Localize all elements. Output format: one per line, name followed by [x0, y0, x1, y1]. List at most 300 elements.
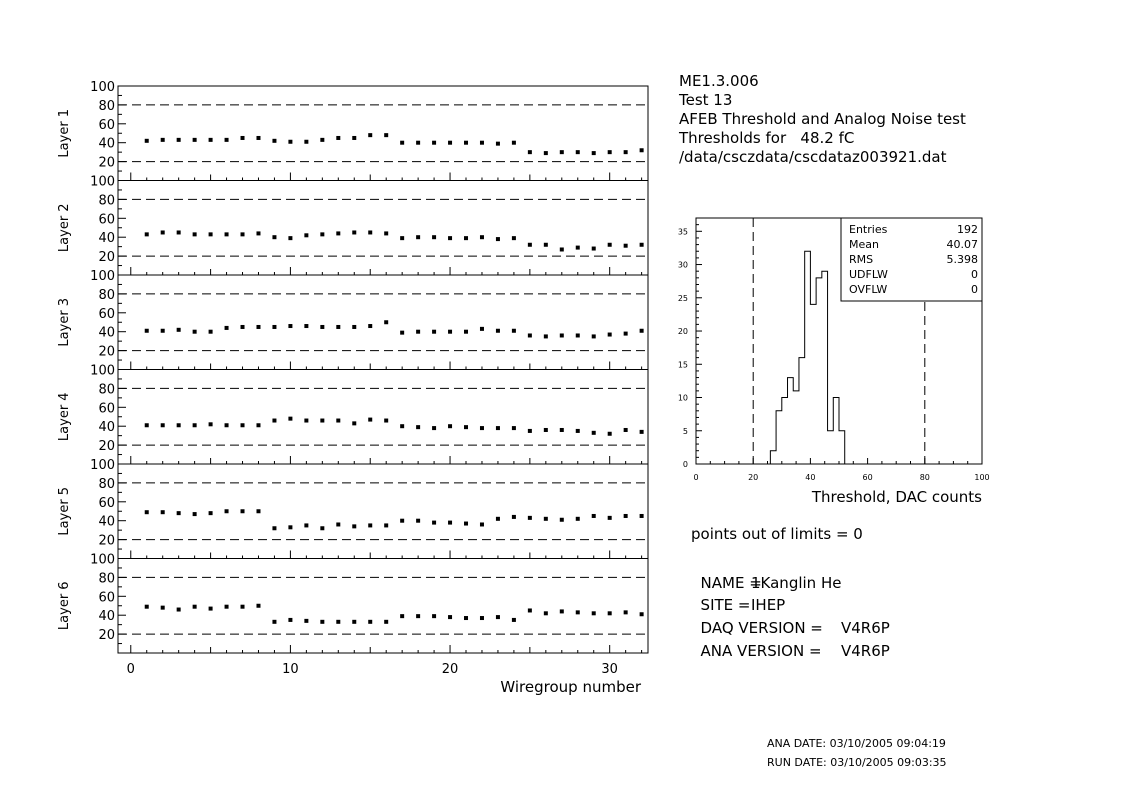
stats-label: Mean — [849, 238, 879, 251]
histogram-bin — [799, 358, 805, 464]
data-point — [496, 329, 500, 333]
data-point — [416, 425, 420, 429]
data-point — [320, 419, 324, 423]
data-point — [209, 330, 213, 334]
stats-label: Entries — [849, 223, 888, 236]
data-point — [193, 512, 197, 516]
stats-label: RMS — [849, 253, 874, 266]
data-point — [448, 615, 452, 619]
x-tick-label: 10 — [282, 662, 299, 677]
data-point — [544, 151, 548, 155]
data-point — [320, 620, 324, 624]
data-point — [161, 329, 165, 333]
data-point — [304, 233, 308, 237]
data-point — [241, 509, 245, 513]
data-point — [256, 136, 260, 140]
data-point — [368, 620, 372, 624]
data-point — [225, 423, 229, 427]
data-point — [241, 136, 245, 140]
y-tick-label: 0 — [682, 460, 688, 469]
data-point — [288, 236, 292, 240]
data-point — [225, 509, 229, 513]
data-point — [145, 329, 149, 333]
y-tick-label: 20 — [98, 628, 115, 644]
y-tick-label: 60 — [98, 306, 115, 322]
stats-value: 192 — [957, 223, 978, 236]
data-point — [512, 141, 516, 145]
y-tick-label: 10 — [677, 393, 688, 403]
x-tick-label: 20 — [441, 662, 459, 677]
y-tick-label: 20 — [98, 439, 115, 455]
data-point — [464, 236, 468, 240]
data-point — [400, 236, 404, 240]
x-tick-label: 20 — [748, 473, 759, 482]
stats-value: 0 — [971, 283, 978, 296]
data-point — [496, 237, 500, 241]
stats-value: 40.07 — [946, 238, 978, 251]
data-point — [592, 334, 596, 338]
data-point — [368, 523, 372, 527]
data-point — [177, 608, 181, 612]
data-point — [384, 419, 388, 423]
y-tick-label: 20 — [98, 155, 115, 171]
data-point — [336, 136, 340, 140]
ana-version-row — [691, 624, 890, 660]
y-tick-label: 20 — [98, 250, 115, 266]
data-point — [193, 138, 197, 142]
data-point — [241, 325, 245, 329]
data-point — [288, 417, 292, 421]
data-point — [416, 614, 420, 618]
data-point — [400, 331, 404, 335]
data-point — [384, 231, 388, 235]
y-tick-label: 80 — [98, 476, 115, 492]
data-point — [448, 330, 452, 334]
y-tick-label: 35 — [677, 227, 688, 237]
data-point — [512, 426, 516, 430]
data-point — [576, 333, 580, 337]
data-point — [560, 518, 564, 522]
data-point — [448, 141, 452, 145]
layer-panel — [57, 175, 648, 276]
data-point — [640, 612, 644, 616]
data-point — [544, 334, 548, 338]
chamber-id: ME1.3.006 — [679, 72, 759, 90]
data-point — [304, 523, 308, 527]
data-point — [464, 425, 468, 429]
data-point — [608, 432, 612, 436]
data-point — [528, 333, 532, 337]
layer-label: Layer 6 — [57, 581, 72, 631]
data-point — [608, 333, 612, 337]
data-point — [544, 243, 548, 247]
data-point — [288, 324, 292, 328]
data-point — [209, 232, 213, 236]
data-point — [624, 428, 628, 432]
ana-version-label: ANA VERSION = — [700, 642, 822, 660]
data-point — [145, 605, 149, 609]
data-point — [177, 230, 181, 234]
data-point — [448, 521, 452, 525]
data-point — [512, 329, 516, 333]
data-point — [145, 139, 149, 143]
data-point — [288, 618, 292, 622]
y-tick-label: 40 — [98, 514, 115, 530]
histogram-bin — [770, 451, 776, 464]
x-tick-label: 80 — [919, 473, 930, 482]
histogram-bin — [788, 378, 794, 464]
data-point — [528, 429, 532, 433]
data-point — [544, 428, 548, 432]
data-point — [272, 419, 276, 423]
data-point — [288, 140, 292, 144]
y-tick-label: 40 — [98, 231, 115, 247]
data-point — [256, 325, 260, 329]
data-point — [560, 428, 564, 432]
data-point — [624, 150, 628, 154]
data-point — [480, 522, 484, 526]
layer-label: Layer 1 — [57, 108, 72, 158]
data-point — [608, 243, 612, 247]
data-point — [416, 141, 420, 145]
panel-frame — [118, 86, 648, 181]
data-point — [576, 610, 580, 614]
data-file-path: /data/csczdata/cscdataz003921.dat — [679, 148, 947, 166]
data-point — [640, 148, 644, 152]
data-point — [496, 517, 500, 521]
data-point — [256, 604, 260, 608]
data-point — [400, 614, 404, 618]
data-point — [336, 231, 340, 235]
data-point — [496, 142, 500, 146]
y-tick-label: 60 — [98, 495, 115, 511]
layer-panel — [57, 458, 648, 559]
data-point — [432, 614, 436, 618]
data-point — [352, 421, 356, 425]
y-tick-label: 60 — [98, 590, 115, 606]
data-point — [576, 246, 580, 250]
data-point — [193, 423, 197, 427]
data-point — [241, 423, 245, 427]
data-point — [384, 523, 388, 527]
data-point — [432, 330, 436, 334]
layer-label: Layer 2 — [57, 203, 72, 253]
data-point — [448, 236, 452, 240]
y-tick-label: 20 — [677, 327, 688, 337]
histogram-bin — [816, 278, 822, 464]
data-point — [416, 330, 420, 334]
data-point — [480, 235, 484, 239]
data-point — [272, 325, 276, 329]
data-point — [480, 426, 484, 430]
data-point — [209, 511, 213, 515]
data-point — [241, 232, 245, 236]
data-point — [225, 232, 229, 236]
data-point — [256, 423, 260, 427]
points-out-of-limits: points out of limits = 0 — [691, 525, 863, 543]
data-point — [320, 138, 324, 142]
run-date: RUN DATE: 03/10/2005 09:03:35 — [767, 756, 947, 769]
layer-plots — [57, 80, 648, 696]
data-point — [304, 419, 308, 423]
data-point — [304, 140, 308, 144]
y-tick-label: 80 — [98, 571, 115, 587]
data-point — [241, 605, 245, 609]
histogram-bin — [839, 431, 845, 464]
data-point — [225, 605, 229, 609]
layer-label: Layer 5 — [57, 486, 72, 536]
data-point — [624, 514, 628, 518]
y-tick-label: 80 — [98, 98, 115, 114]
panel-frame — [118, 559, 648, 654]
panel-frame — [118, 464, 648, 559]
data-point — [336, 620, 340, 624]
data-point — [304, 324, 308, 328]
data-point — [193, 232, 197, 236]
y-tick-label: 100 — [90, 80, 115, 95]
data-point — [209, 607, 213, 611]
data-point — [464, 141, 468, 145]
data-point — [464, 522, 468, 526]
y-tick-label: 40 — [98, 136, 115, 152]
name-value: 1Kanglin He — [751, 574, 842, 592]
data-point — [640, 514, 644, 518]
y-tick-label: 20 — [98, 344, 115, 360]
data-point — [608, 516, 612, 520]
test-name: AFEB Threshold and Analog Noise test — [679, 110, 966, 128]
data-point — [592, 151, 596, 155]
y-tick-label: 80 — [98, 193, 115, 209]
data-point — [336, 419, 340, 423]
y-tick-label: 60 — [98, 212, 115, 228]
data-point — [161, 230, 165, 234]
data-point — [432, 521, 436, 525]
data-point — [528, 150, 532, 154]
data-point — [225, 138, 229, 142]
data-point — [576, 150, 580, 154]
stats-value: 0 — [971, 268, 978, 281]
histogram-bin — [810, 304, 816, 464]
data-point — [560, 609, 564, 613]
data-point — [432, 235, 436, 239]
data-point — [209, 138, 213, 142]
panel-frame — [118, 181, 648, 276]
data-point — [352, 136, 356, 140]
layer-panel — [57, 80, 648, 181]
data-point — [416, 235, 420, 239]
stats-label: OVFLW — [849, 283, 888, 296]
data-point — [560, 150, 564, 154]
data-point — [225, 326, 229, 330]
x-axis-title: Wiregroup number — [500, 678, 641, 696]
layer-panel — [57, 364, 648, 465]
data-point — [320, 526, 324, 530]
data-point — [528, 243, 532, 247]
data-point — [256, 231, 260, 235]
data-point — [352, 524, 356, 528]
data-point — [544, 611, 548, 615]
data-point — [272, 526, 276, 530]
data-point — [384, 620, 388, 624]
y-tick-label: 80 — [98, 382, 115, 398]
y-tick-label: 25 — [677, 293, 688, 303]
y-tick-label: 100 — [90, 174, 115, 190]
histogram-bin — [793, 391, 799, 464]
ana-version-value: V4R6P — [841, 642, 890, 660]
data-point — [336, 522, 340, 526]
data-point — [384, 133, 388, 137]
data-point — [576, 429, 580, 433]
data-point — [576, 517, 580, 521]
data-point — [416, 519, 420, 523]
layer-label: Layer 4 — [57, 392, 72, 442]
histogram-bin — [776, 411, 782, 464]
data-point — [624, 332, 628, 336]
x-tick-label: 60 — [862, 473, 873, 482]
y-tick-label: 80 — [98, 287, 115, 303]
x-tick-label: 100 — [974, 473, 990, 482]
data-point — [288, 525, 292, 529]
data-point — [272, 139, 276, 143]
histogram-bin — [828, 431, 834, 464]
data-point — [592, 514, 596, 518]
data-point — [480, 141, 484, 145]
ana-date: ANA DATE: 03/10/2005 09:04:19 — [767, 737, 946, 750]
y-tick-label: 100 — [90, 458, 115, 473]
data-point — [161, 423, 165, 427]
data-point — [177, 328, 181, 332]
data-point — [608, 611, 612, 615]
data-point — [145, 510, 149, 514]
data-point — [640, 430, 644, 434]
data-point — [448, 424, 452, 428]
histogram-bin — [782, 398, 788, 464]
data-point — [640, 243, 644, 247]
histogram-bin — [822, 271, 828, 464]
data-point — [560, 247, 564, 251]
data-point — [272, 235, 276, 239]
threshold-charge: Thresholds for 48.2 fC — [679, 129, 855, 147]
y-tick-label: 40 — [98, 325, 115, 341]
y-tick-label: 5 — [682, 426, 688, 436]
daq-version-value: V4R6P — [841, 619, 890, 637]
histogram-outline — [770, 251, 844, 464]
y-tick-label: 100 — [90, 552, 115, 568]
test-number: Test 13 — [679, 91, 733, 109]
data-point — [368, 133, 372, 137]
data-point — [320, 232, 324, 236]
threshold-histogram — [678, 218, 990, 506]
data-point — [496, 426, 500, 430]
data-point — [368, 324, 372, 328]
data-point — [145, 232, 149, 236]
data-point — [352, 620, 356, 624]
site-label: SITE = — [700, 596, 751, 614]
layer-label: Layer 3 — [57, 297, 72, 347]
data-point — [480, 616, 484, 620]
data-point — [161, 606, 165, 610]
y-tick-label: 100 — [90, 363, 115, 379]
data-point — [352, 230, 356, 234]
data-point — [161, 138, 165, 142]
y-tick-label: 100 — [90, 269, 115, 284]
data-point — [496, 615, 500, 619]
data-point — [400, 424, 404, 428]
data-point — [336, 325, 340, 329]
data-point — [464, 330, 468, 334]
y-tick-label: 30 — [677, 260, 688, 270]
data-point — [209, 422, 213, 426]
data-point — [400, 519, 404, 523]
data-point — [432, 426, 436, 430]
data-point — [528, 608, 532, 612]
x-tick-label: 40 — [805, 473, 816, 482]
x-axis-title: Threshold, DAC counts — [811, 488, 982, 506]
data-point — [512, 515, 516, 519]
data-point — [464, 616, 468, 620]
y-tick-label: 15 — [677, 360, 688, 370]
data-point — [304, 619, 308, 623]
x-tick-label: 0 — [693, 473, 699, 482]
data-point — [193, 605, 197, 609]
data-point — [177, 138, 181, 142]
y-tick-label: 60 — [98, 117, 115, 133]
data-point — [544, 517, 548, 521]
data-point — [320, 325, 324, 329]
x-tick-label: 0 — [126, 662, 135, 677]
data-point — [145, 423, 149, 427]
data-point — [592, 247, 596, 251]
data-point — [512, 236, 516, 240]
data-point — [432, 141, 436, 145]
data-point — [256, 509, 260, 513]
data-point — [528, 516, 532, 520]
y-tick-label: 40 — [98, 420, 115, 436]
layer-panel — [57, 269, 648, 370]
data-point — [368, 230, 372, 234]
data-point — [384, 320, 388, 324]
stats-label: UDFLW — [849, 268, 888, 281]
data-point — [161, 510, 165, 514]
histogram-bin — [833, 398, 839, 464]
data-point — [352, 325, 356, 329]
x-tick-label: 30 — [601, 662, 618, 677]
data-point — [368, 418, 372, 422]
site-value: IHEP — [751, 596, 786, 614]
data-point — [177, 423, 181, 427]
panel-frame — [118, 275, 648, 370]
data-point — [608, 150, 612, 154]
histogram-bin — [805, 251, 811, 464]
daq-version-label: DAQ VERSION = — [700, 619, 823, 637]
data-point — [400, 141, 404, 145]
data-point — [624, 610, 628, 614]
data-point — [560, 333, 564, 337]
y-tick-label: 20 — [98, 533, 115, 549]
data-point — [177, 511, 181, 515]
layer-panel — [57, 553, 648, 654]
name-label: NAME = — [700, 574, 762, 592]
data-point — [272, 620, 276, 624]
data-point — [592, 431, 596, 435]
panel-frame — [118, 370, 648, 465]
data-point — [640, 329, 644, 333]
y-tick-label: 40 — [98, 609, 115, 625]
data-point — [193, 330, 197, 334]
data-point — [512, 618, 516, 622]
stats-value: 5.398 — [946, 253, 978, 266]
data-point — [592, 611, 596, 615]
